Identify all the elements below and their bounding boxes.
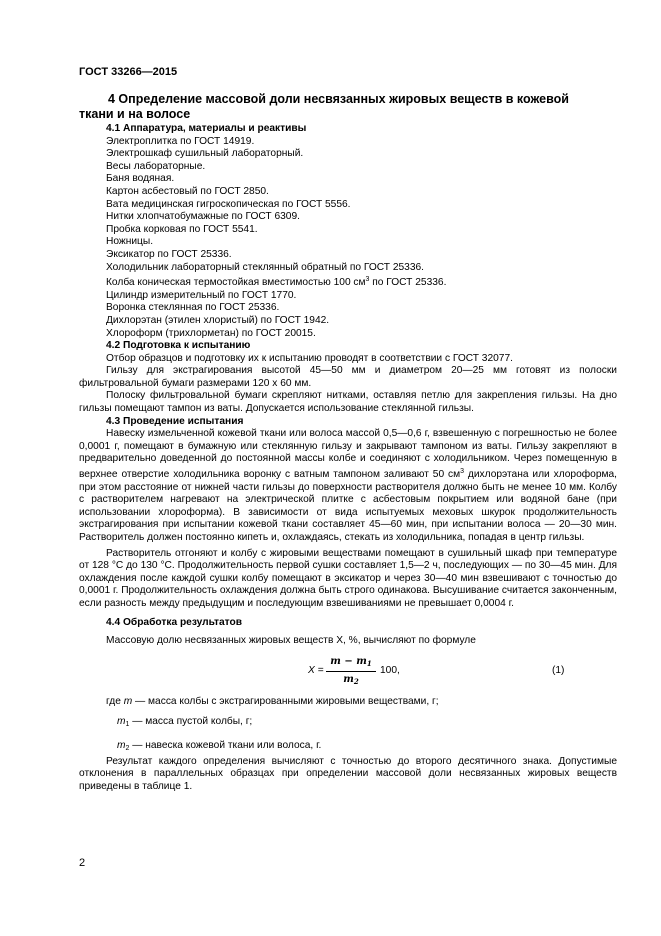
list-item: Пробка корковая по ГОСТ 5541. [106, 223, 258, 235]
list-item: Электроплитка по ГОСТ 14919. [106, 135, 255, 147]
list-item: Цилиндр измерительный по ГОСТ 1770. [106, 289, 297, 301]
heading-4-1: 4.1 Аппаратура, материалы и реактивы [106, 123, 307, 134]
formula-1 [79, 654, 617, 688]
paragraph: Навеску измельченной кожевой ткани или волоса массой 0,5—0,6 г, взвешенную с погрешностью не более 0,0001 г, помещают в бумажную или стеклянную гильзу и закрывают тампоном из ваты. Гильзу закрепляют в предварительно доведенной до постоянной массы колбе и соединяют с холодильником. Через помещенную в верхнее отверстие холодильника воронку с ватным тампоном заливают 50 $см^3$ дихлорэтана или хлороформа, при этом расстояние от нижней части гильзы до поверхности растворителя должно быть не менее 10 мм. Колбу с растворителем нагревают на электрической плитке с асбестовым покрытием или водяной бане (при использовании хлороформа). В зависимости от вида испытуемых меховых шкурок продолжительность экстрагирования при испытании кожевой ткани составляет 45—60 мин, при испытании волоса — 20—30 мин. Растворитель должен постоянно кипеть и, охлаждаясь, стекать из холодильника, попадая в центр гильзы. [79, 428, 617, 543]
paragraph: Отбор образцов и подготовку их к испытанию проводят в соответствии с ГОСТ 32077. [106, 352, 513, 364]
formula-denominator: $m_2$ [343, 673, 359, 686]
list-item: Электрошкаф сушильный лабораторный. [106, 148, 304, 160]
list-item: Воронка стеклянная по ГОСТ 25336. [106, 302, 280, 314]
list-item: Картон асбестовый по ГОСТ 2850. [106, 185, 269, 197]
formula-lhs: X = [308, 664, 324, 676]
paragraph: Растворитель отгоняют и колбу с жировыми веществами помещают в сушильный шкаф при температуре от 128 °С до 130 °С. Продолжительность первой сушки составляет 1,5—2 ч, последующих — по 30—45 мин. Для охлаждения после каждой сушки колбу помещают в эксикатор и через 30—40 мин взвешивают с точностью до 0,0001 г. Продолжительность охлаждения должна быть строго одинакова. Высушивание считается законченным, если разность между предыдущим и последующим взвешиваниями не превышает 0,0004 г. [79, 547, 617, 609]
list-item: Хлороформ (трихлорметан) по ГОСТ 20015. [106, 327, 316, 339]
paragraph: Гильзу для экстрагирования высотой 45—50 мм и диаметром 20—25 мм готовят из полоски фильтровальной бумаги размерами 120 х 60 мм. [79, 365, 617, 389]
formula-number: (1) [552, 664, 565, 676]
list-item: Ножницы. [106, 236, 154, 248]
page-number: 2 [79, 857, 86, 869]
variable-definition: $m_1$ — масса пустой колбы, г; [117, 716, 253, 729]
paragraph: Полоску фильтровальной бумаги скрепляют нитками, оставляя петлю для закрепления гильзы. На дно гильзы помещают тампон из ваты. Допускается использование стеклянной гильзы. [79, 390, 617, 415]
section-title-line1: 4 Определение массовой доли несвязанных жировых веществ в кожевой [108, 92, 569, 106]
heading-4-2: 4.2 Подготовка к испытанию [106, 340, 251, 352]
formula-numerator: $m - m_1$ [326, 656, 376, 672]
standard-header: ГОСТ 33266—2015 [79, 66, 178, 78]
section-title [79, 92, 619, 122]
list-item: Эксикатор по ГОСТ 25336. [106, 248, 232, 260]
heading-4-4: 4.4 Обработка результатов [106, 616, 243, 628]
paragraph: Массовую долю несвязанных жировых веществ X, %, вычисляют по формуле [106, 635, 476, 647]
list-item: Баня водяная. [106, 173, 175, 185]
list-item: Дихлорэтан (этилен хлористый) по ГОСТ 1942. [106, 314, 330, 326]
formula-coefficient: 100, [380, 664, 400, 676]
list-item: Холодильник лабораторный стеклянный обратный по ГОСТ 25336. [106, 261, 424, 273]
list-item: Нитки хлопчатобумажные по ГОСТ 6309. [106, 211, 300, 223]
variable-definition: где m — масса колбы с экстрагированными жировыми веществами, г; [106, 695, 439, 707]
paragraph: Результат каждого определения вычисляют с точностью до второго десятичного знака. Допустимые отклонения в параллельных образцах при определении массовой доли несвязанных жировых веществ приведены в таблице 1. [79, 755, 617, 792]
list-item: Весы лабораторные. [106, 160, 206, 172]
list-item: Колба коническая термостойкая вместимостью 100 $см^3$ по ГОСТ 25336. [106, 276, 447, 289]
section-title-line2: ткани и на волосе [79, 107, 191, 121]
heading-4-3: 4.3 Проведение испытания [106, 415, 244, 427]
variable-definition: $m_2$ — навеска кожевой ткани или волоса, г. [117, 739, 322, 752]
document-body [79, 123, 617, 793]
formula-fraction [326, 656, 376, 688]
list-item: Вата медицинская гигроскопическая по ГОСТ 5556. [106, 198, 351, 210]
